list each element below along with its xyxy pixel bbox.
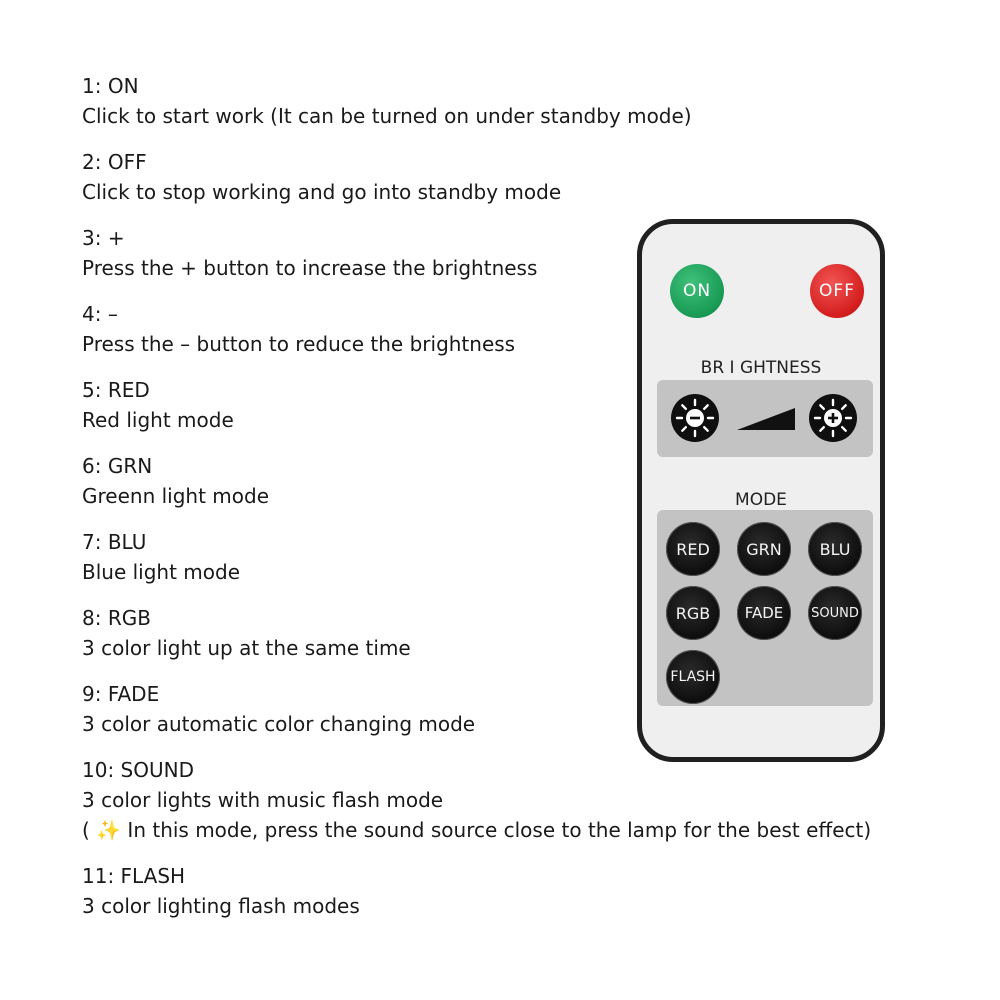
instruction-flash bbox=[82, 861, 912, 921]
on-button[interactable]: ON bbox=[670, 264, 724, 318]
instruction-title: 4: – bbox=[82, 302, 118, 326]
sun-minus-icon bbox=[671, 394, 719, 442]
sun-plus-icon bbox=[809, 394, 857, 442]
instruction-text: Click to stop working and go into standby mode bbox=[82, 180, 562, 204]
brightness-panel bbox=[657, 380, 873, 457]
instruction-text: 3 color lights with music flash mode bbox=[82, 788, 444, 812]
instruction-text: Blue light mode bbox=[82, 560, 241, 584]
instruction-text: 3 color lighting flash modes bbox=[82, 894, 360, 918]
instruction-title: 5: RED bbox=[82, 378, 150, 402]
instruction-title: 1: ON bbox=[82, 74, 139, 98]
fade-mode-button[interactable]: FADE bbox=[737, 586, 791, 640]
off-button[interactable]: OFF bbox=[810, 264, 864, 318]
instruction-note: ( ✨ In this mode, press the sound source close to the lamp for the best effect) bbox=[82, 818, 872, 842]
instruction-title: 8: RGB bbox=[82, 606, 151, 630]
brightness-up-button[interactable] bbox=[809, 394, 857, 442]
instruction-title: 11: FLASH bbox=[82, 864, 186, 888]
brightness-down-button[interactable] bbox=[671, 394, 719, 442]
instruction-title: 10: SOUND bbox=[82, 758, 194, 782]
instruction-title: 2: OFF bbox=[82, 150, 147, 174]
instruction-text: 3 color automatic color changing mode bbox=[82, 712, 476, 736]
red-mode-button[interactable]: RED bbox=[666, 522, 720, 576]
instruction-title: 3: + bbox=[82, 226, 125, 250]
instruction-text: 3 color light up at the same time bbox=[82, 636, 411, 660]
instruction-title: 7: BLU bbox=[82, 530, 147, 554]
instruction-title: 6: GRN bbox=[82, 454, 153, 478]
rgb-mode-button[interactable]: RGB bbox=[666, 586, 720, 640]
brightness-label: BR I GHTNESS bbox=[700, 358, 822, 378]
instruction-title: 9: FADE bbox=[82, 682, 160, 706]
blu-mode-button[interactable]: BLU bbox=[808, 522, 862, 576]
instruction-sound bbox=[82, 755, 912, 845]
instruction-on bbox=[82, 71, 912, 131]
brightness-ramp-icon bbox=[737, 406, 797, 432]
instruction-text: Press the + button to increase the brightness bbox=[82, 256, 538, 280]
instruction-text: Red light mode bbox=[82, 408, 234, 432]
instruction-text: Greenn light mode bbox=[82, 484, 270, 508]
flash-mode-button[interactable]: FLASH bbox=[666, 650, 720, 704]
mode-panel bbox=[657, 510, 873, 706]
sound-mode-button[interactable]: SOUND bbox=[808, 586, 862, 640]
instruction-off bbox=[82, 147, 912, 207]
instruction-text: Click to start work (It can be turned on under standby mode) bbox=[82, 104, 692, 128]
instruction-text: Press the – button to reduce the brightness bbox=[82, 332, 516, 356]
remote-control bbox=[637, 219, 885, 762]
grn-mode-button[interactable]: GRN bbox=[737, 522, 791, 576]
mode-label: MODE bbox=[735, 490, 787, 510]
